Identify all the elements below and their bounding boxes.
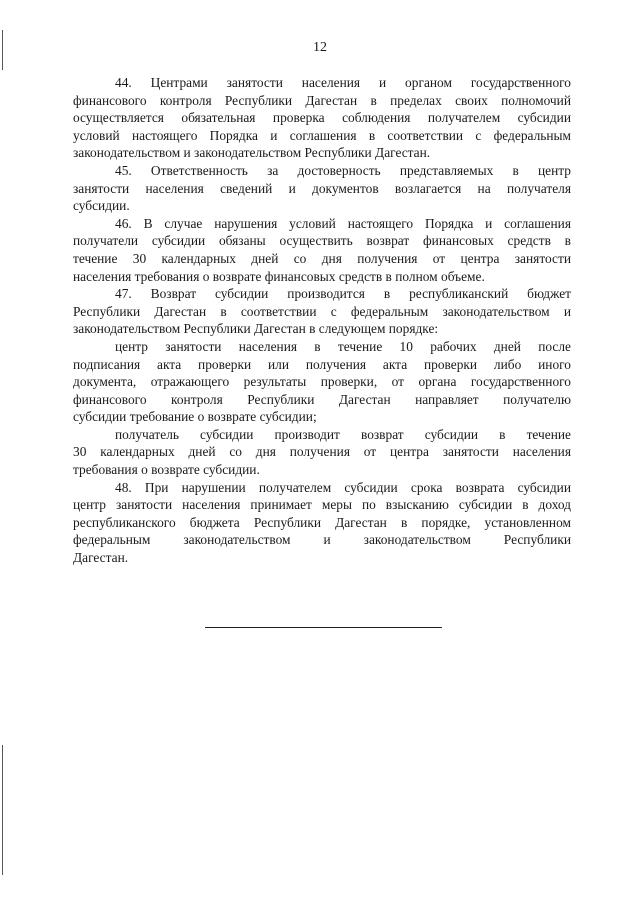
paragraph-line: требования о возврате субсидии. [73,462,260,478]
paragraph-line: 45. Ответственность за достоверность представляемых в центр [115,162,571,178]
paragraph-line: получатель субсидии производит возврат субсидии в течение [115,426,571,442]
paragraph-line: 30 календарных дней со дня получения от центра занятости населения [73,444,571,460]
paragraph-line: центр занятости населения в течение 10 рабочих дней после [115,338,571,354]
paragraph-line: документа, отражающего результаты проверки, от органа государственного [73,374,571,390]
paragraph-line: подписания акта проверки или получения акта проверки либо иного [73,356,571,372]
paragraph-47 [73,285,571,338]
scan-artifact [2,745,3,875]
paragraph-45 [73,162,571,215]
paragraph-line: законодательством и законодательством Республики Дагестан. [73,145,431,161]
document-body [73,74,571,567]
paragraph-44 [73,74,571,162]
paragraph-line: 48. При нарушении получателем субсидии срока возврата субсидии [115,479,571,495]
page-number: 12 [313,40,327,55]
paragraph-line: субсидии требование о возврате субсидии; [73,409,317,425]
paragraph-line: условий настоящего Порядка и соглашения в соответствии с федеральным [73,127,571,143]
paragraph-47-item-1 [73,338,571,426]
paragraph-line: населения требования о возврате финансовых средств в полном объеме. [73,268,485,284]
paragraph-line: занятости населения сведений и документов возлагается на получателя [73,180,571,196]
end-separator-line [205,627,442,628]
paragraph-line: республиканского бюджета Республики Дагестан в порядке, установленном [73,514,571,530]
scan-artifact [2,30,3,70]
paragraph-line: получатели субсидии обязаны осуществить возврат финансовых средств в [73,233,571,249]
paragraph-47-item-2 [73,426,571,479]
paragraph-line: центр занятости населения принимает меры по взысканию субсидии в доход [73,497,571,513]
paragraph-line: Дагестан. [73,550,129,566]
paragraph-line: субсидии. [73,198,130,214]
paragraph-line: финансового контроля Республики Дагестан направляет получателю [73,391,571,407]
paragraph-line: течение 30 календарных дней со дня получения от центра занятости [73,250,571,266]
paragraph-line: Республики Дагестан в соответствии с федеральным законодательством и [73,303,571,319]
paragraph-line: 47. Возврат субсидии производится в республиканский бюджет [115,286,571,302]
paragraph-46 [73,215,571,285]
paragraph-line: законодательством Республики Дагестан в следующем порядке: [73,321,439,337]
paragraph-line: федеральным законодательством и законодательством Республики [73,532,571,548]
paragraph-line: финансового контроля Республики Дагестан в пределах своих полномочий [73,92,571,108]
paragraph-line: осуществляется обязательная проверка соблюдения получателем субсидии [73,110,571,126]
paragraph-line: 44. Центрами занятости населения и органом государственного [115,75,571,90]
paragraph-line: 46. В случае нарушения условий настоящего Порядка и соглашения [115,215,571,231]
paragraph-48 [73,479,571,567]
